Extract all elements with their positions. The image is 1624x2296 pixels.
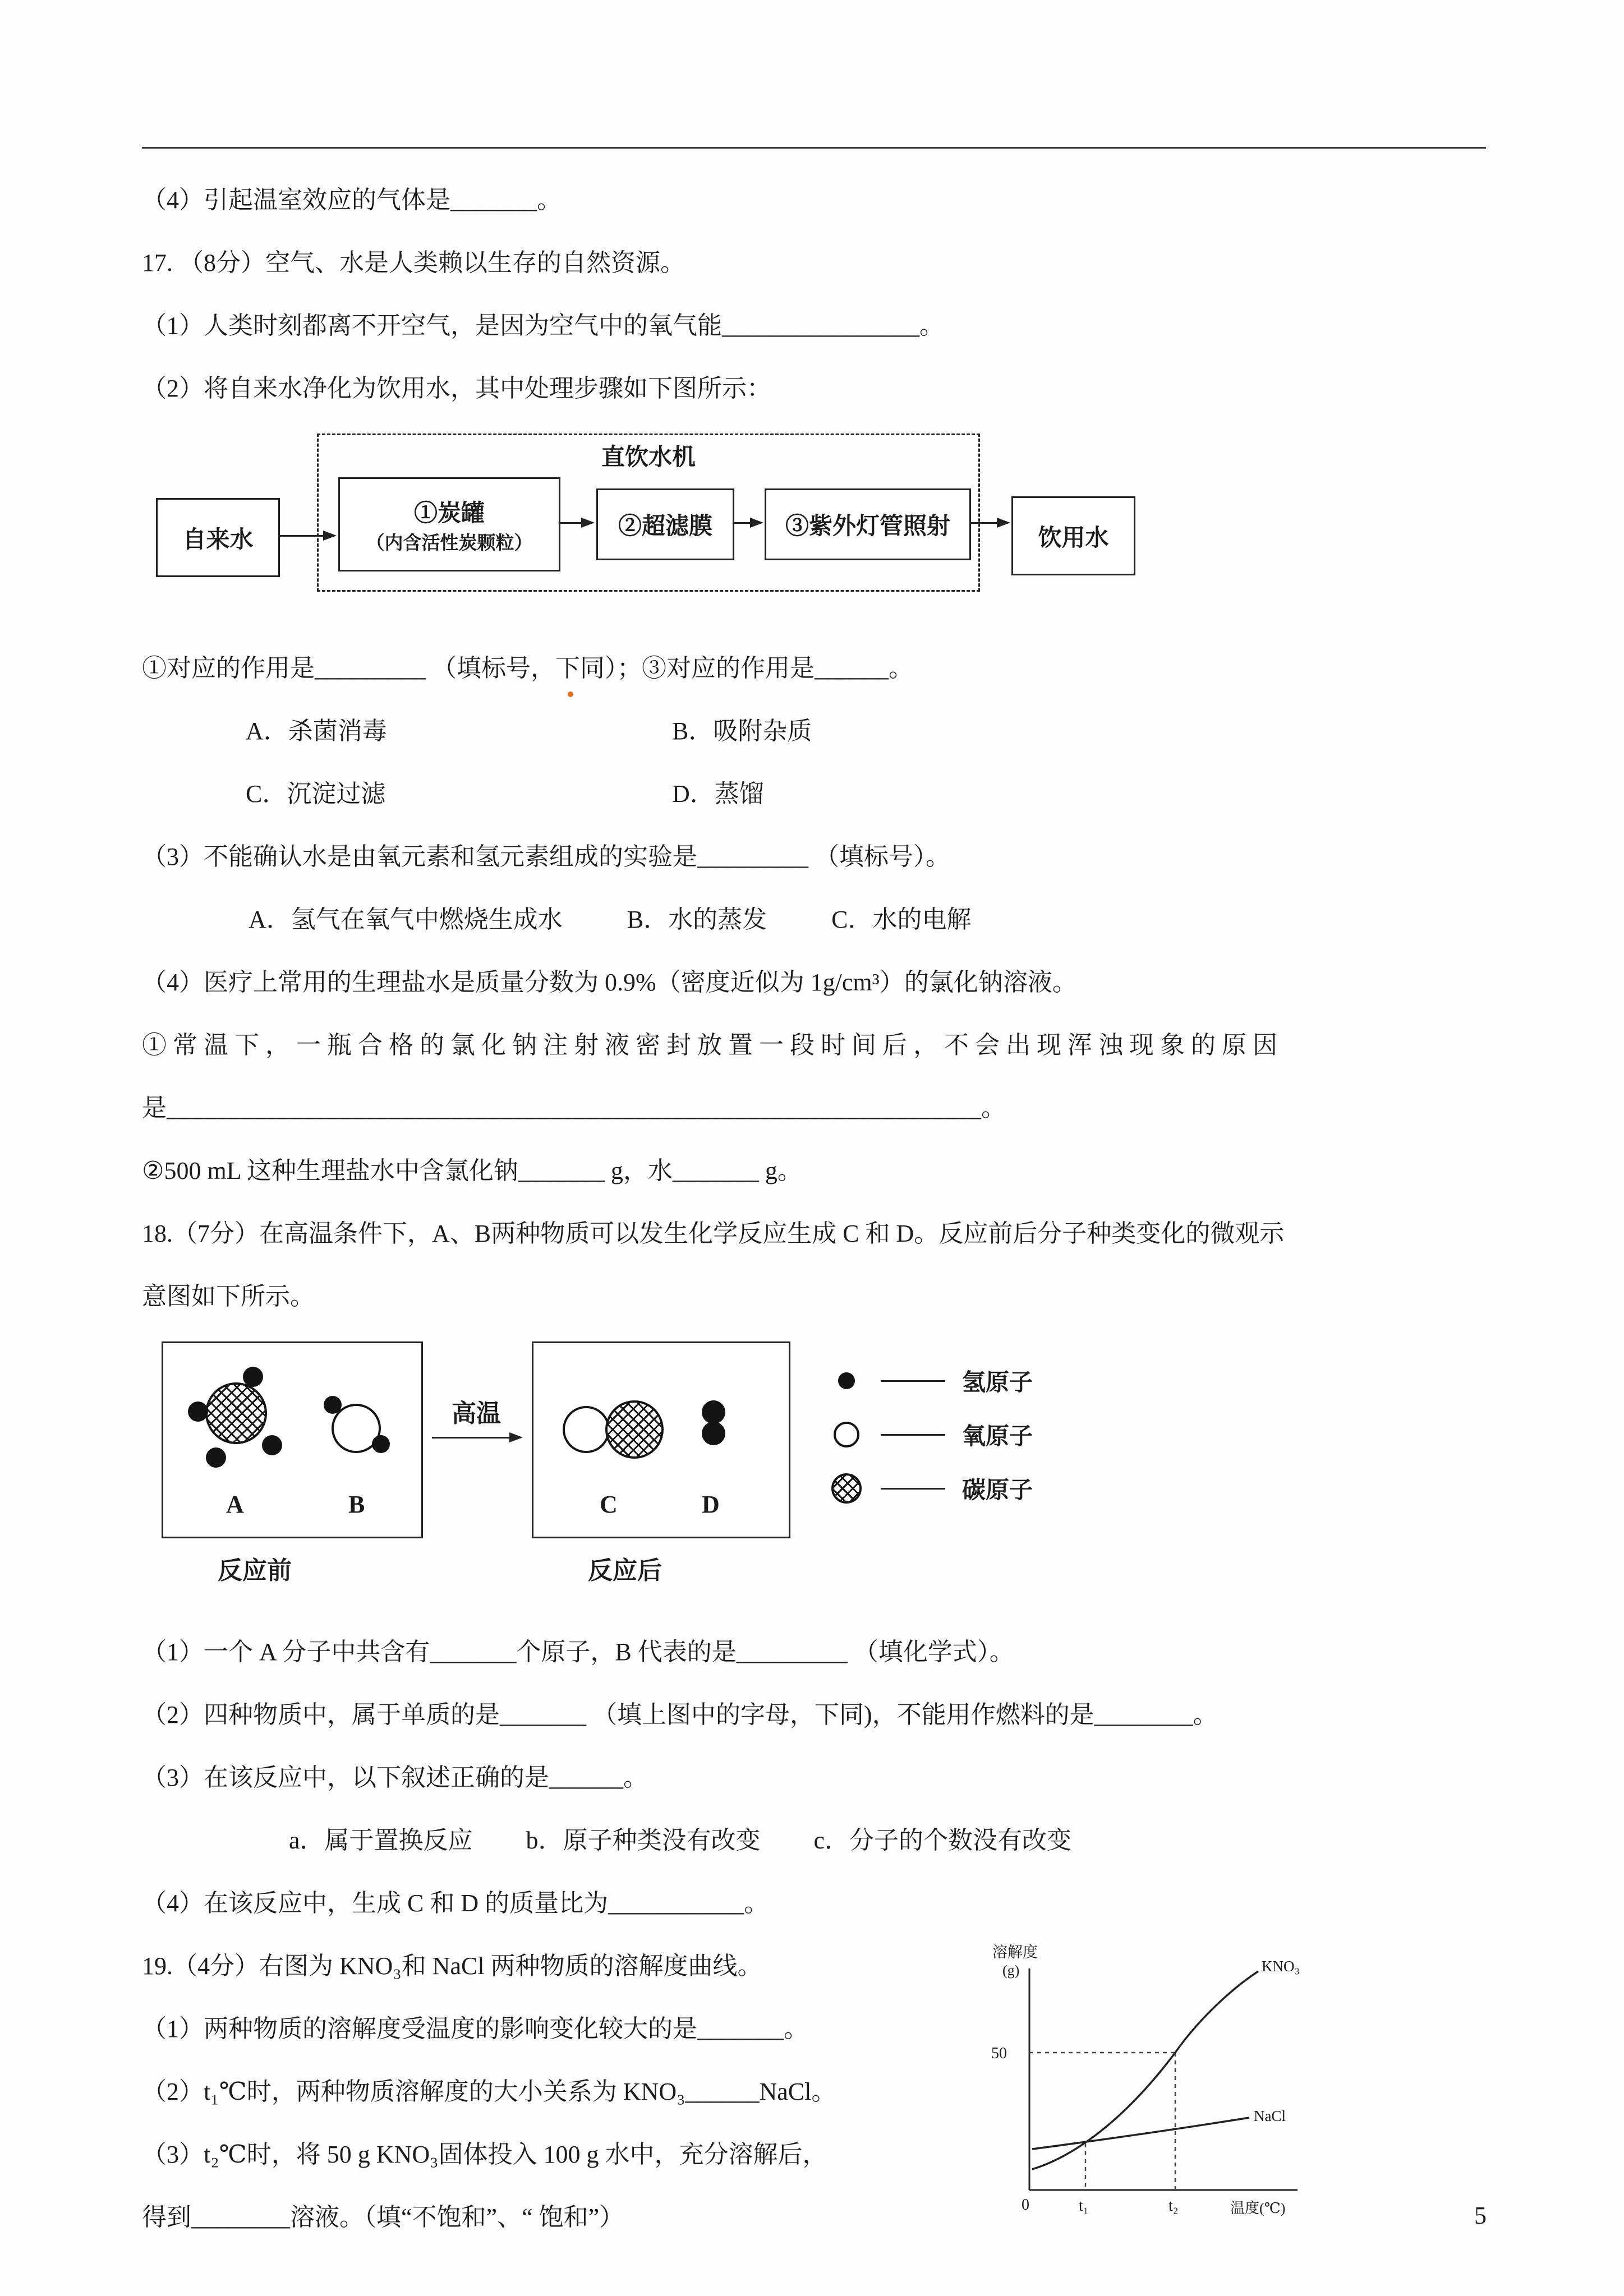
option-c: c．分子的个数没有改变	[813, 1827, 1072, 1854]
q17-item2-text: （2）将自来水净化为饮用水，其中处理步骤如下图所示：	[142, 375, 771, 402]
hydrogen-atom-icon	[188, 1401, 208, 1422]
molecule-d-label: D	[702, 1491, 720, 1518]
condition-label: 高温	[452, 1400, 501, 1427]
y-axis-unit: (g)	[1002, 1962, 1020, 1979]
legend-row-hydrogen	[829, 1354, 1033, 1408]
q17-item3-options	[249, 902, 1488, 938]
molecule-c-label: C	[600, 1491, 618, 1518]
q17-item4-sub2: ②500 mL 这种生理盐水中含氯化钠_______ g，水_______ g。	[142, 1157, 802, 1184]
flow-arrow-icon	[278, 535, 334, 537]
legend-line	[881, 1488, 945, 1490]
before-reaction-label: 反应前	[218, 1557, 292, 1584]
legend-label-hydrogen: 氢原子	[962, 1370, 1033, 1396]
reaction-arrow-icon	[432, 1437, 521, 1439]
option-b: B．水的蒸发	[627, 906, 767, 933]
legend-line	[881, 1434, 945, 1436]
kno3-curve-label: KNO₃	[1262, 1958, 1300, 1975]
reaction-micro-diagram	[162, 1341, 1488, 1605]
y-tick-50: 50	[991, 2045, 1007, 2062]
q17-item1-text: （1）人类时刻都离不开空气，是因为空气中的氧气能________________。	[142, 312, 944, 339]
q18-item1-text: （1）一个 A 分子中共含有_______个原子，B 代表的是_________ （填化学式）。	[142, 1638, 1014, 1666]
option-c: C．水的电解	[831, 906, 972, 933]
carbon-atom-icon	[831, 1473, 862, 1504]
oxygen-atom-icon	[563, 1406, 610, 1453]
flow-step3-box: ③紫外灯管照射	[765, 488, 971, 560]
legend-label-carbon: 碳原子	[962, 1478, 1033, 1504]
option-a: A．杀菌消毒	[246, 717, 387, 745]
legend-label-oxygen: 氧原子	[962, 1424, 1033, 1450]
q18-item3-text: （3）在该反应中，以下叙述正确的是______。	[142, 1764, 648, 1791]
option-b: b．原子种类没有改变	[526, 1827, 761, 1854]
after-reaction-label: 反应后	[588, 1557, 662, 1584]
x-axis-title: 温度(℃)	[1230, 2200, 1286, 2216]
q19-item1-text: （1）两种物质的溶解度受温度的影响变化较大的是_______。	[142, 2015, 808, 2043]
page-content	[142, 0, 1488, 2262]
x-tick-t1: t₁	[1079, 2197, 1089, 2215]
hydrogen-atom-icon	[324, 1396, 342, 1414]
molecule-b-label: B	[348, 1491, 365, 1518]
flow-source-box: 自来水	[156, 498, 280, 577]
before-reaction-box	[162, 1341, 423, 1538]
y-axis-title: 溶解度	[992, 1944, 1038, 1961]
legend-row-carbon	[829, 1461, 1033, 1515]
q17-item4-sub1-line2: 是__________________________________________________________________。	[142, 1094, 1006, 1122]
flow-arrow-icon	[970, 522, 1008, 524]
solubility-curve-chart	[990, 1940, 1307, 2229]
option-b: B．吸附杂质	[672, 717, 812, 745]
option-a: A．氢气在氧气中燃烧生成水	[249, 906, 563, 933]
q16-item4-text: （4）引起温室效应的气体是_______。	[142, 186, 562, 214]
option-c: C．沉淀过滤	[246, 780, 386, 808]
header-rule	[142, 147, 1486, 149]
x-tick-0: 0	[1022, 2196, 1029, 2214]
q18-item3-options	[289, 1823, 1488, 1859]
x-tick-t2: t₂	[1168, 2197, 1179, 2215]
hydrogen-atom-icon	[243, 1367, 263, 1387]
option-d: D．蒸馏	[672, 780, 764, 808]
q18-header-line2: 意图如下所示。	[142, 1283, 315, 1310]
molecule-a-label: A	[226, 1491, 244, 1518]
atom-legend	[829, 1354, 1033, 1515]
carbon-atom-icon	[605, 1400, 664, 1459]
flow-step1-subtitle: （内含活性炭颗粒）	[366, 533, 533, 554]
q17-item3-text: （3）不能确认水是由氧元素和氢元素组成的实验是_________ （填标号）。	[142, 843, 950, 870]
q17-sub-question-text: ①对应的作用是_________ （填标号，下同）；③对应的作用是______。	[142, 654, 913, 682]
flow-step1-title: ①炭罐	[413, 500, 485, 527]
q18-item2-text: （2）四种物质中，属于单质的是_______ （填上图中的字母，下同)，不能用作燃料的是________。	[142, 1701, 1218, 1728]
q18-item4-text: （4）在该反应中，生成 C 和 D 的质量比为___________。	[142, 1889, 769, 1917]
kno3-curve	[1032, 1971, 1258, 2169]
hydrogen-atom-icon	[702, 1422, 725, 1445]
flow-result-box: 饮用水	[1011, 496, 1135, 575]
q17-item4-text: （4）医疗上常用的生理盐水是质量分数为 0.9%（密度近似为 1g/cm³）的氯化钠溶液。	[142, 969, 1077, 996]
hydrogen-atom-icon	[838, 1372, 855, 1389]
oxygen-atom-icon	[834, 1422, 859, 1447]
q19-section	[142, 1944, 1488, 2235]
hydrogen-atom-icon	[372, 1435, 390, 1453]
flow-step2-box: ②超滤膜	[596, 488, 734, 560]
q17-item4-sub1-line1: ① 常 温 下 ， 一 瓶 合 格 的 氯 化 钠 注 射 液 密 封 放 置 一 段 时 间 后 ， 不 会 出 现 浑 浊 现 象 的 原 因	[142, 1031, 1277, 1059]
flow-arrow-icon	[560, 522, 592, 524]
nacl-curve	[1032, 2118, 1249, 2149]
water-purification-flow-diagram	[142, 434, 1488, 610]
legend-row-oxygen	[829, 1408, 1033, 1461]
carbon-atom-icon	[205, 1382, 267, 1444]
q19-item3-line1: （3）t₂℃时，将 50 g KNO₃固体投入 100 g 水中，充分溶解后，	[142, 2141, 827, 2168]
q17-header: 17. （8分）空气、水是人类赖以生存的自然资源。	[142, 249, 685, 276]
q19-header: 19.（4分）右图为 KNO₃和 NaCl 两种物质的溶解度曲线。	[142, 1952, 762, 1980]
after-reaction-box	[532, 1341, 790, 1538]
machine-label: 直饮水机	[601, 445, 696, 471]
nacl-curve-label: NaCl	[1254, 2108, 1286, 2124]
hydrogen-atom-icon	[206, 1447, 226, 1468]
flow-step1-box	[338, 477, 560, 571]
hydrogen-atom-icon	[262, 1435, 282, 1455]
q18-header-line1: 18.（7分）在高温条件下，A、B两种物质可以发生化学反应生成 C 和 D。反应前后分子种类变化的微观示	[142, 1220, 1285, 1247]
hydrogen-atom-icon	[702, 1400, 725, 1424]
q19-item2-text: （2）t₁℃时，两种物质溶解度的大小关系为 KNO₃______NaCl。	[142, 2078, 836, 2105]
option-a: a．属于置换反应	[289, 1827, 473, 1854]
scan-artifact-dot	[568, 691, 573, 697]
page-number: 5	[1474, 2202, 1487, 2229]
q17-options-abcd	[246, 713, 1488, 812]
flow-arrow-icon	[733, 522, 761, 524]
legend-line	[881, 1380, 945, 1382]
q19-item3-line2: 得到________溶液。（填“不饱和”、“ 饱和”）	[142, 2203, 624, 2231]
